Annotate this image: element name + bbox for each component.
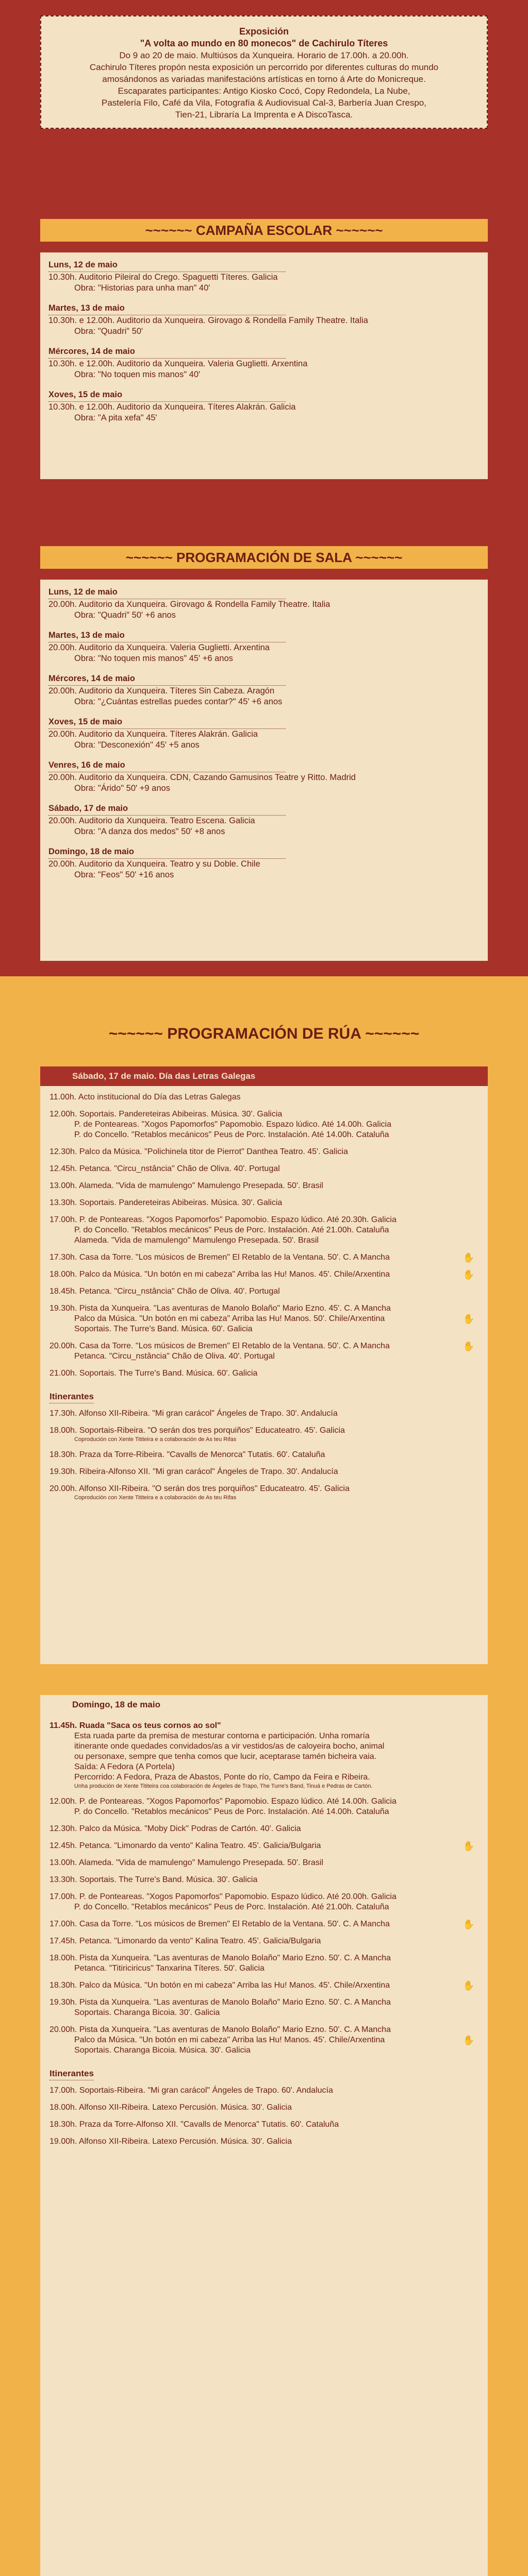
list-item: 12.30h. Palco da Música. "Moby Dick" Podras de Cartón. 40'. Galicia — [50, 1824, 301, 1833]
list-item: 13.00h. Alameda. "Vida de mamulengo" Mamulengo Presepada. 50'. Brasil — [50, 1858, 323, 1867]
sala-entry — [48, 630, 480, 664]
list-item: 19.00h. Alfonso XII-Ribeira. Latexo Percusión. Música. 30'. Galicia — [50, 2137, 292, 2146]
expo-line: Do 9 ao 20 de maio. Multiúsos da Xunqueira. Horario de 17.00h. a 20.00h. — [119, 50, 409, 60]
sign-language-icon: ✋ — [463, 1841, 474, 1851]
sunday-itinerant-list — [40, 2069, 488, 2160]
list-item: Soportais. Charanga Bicoia. 30'. Galicia — [74, 2008, 220, 2017]
list-item: P. do Concello. "Retablos mecánicos" Peus de Porc. Instalación. Até 21.00h. Cataluña — [74, 1226, 389, 1234]
sala-title: ~~~~~~ PROGRAMACIÓN DE SALA ~~~~~~ — [40, 546, 488, 569]
list-item: 20.00h. Alfonso XII-Ribeira. "O serán dos tres porquiños" Educateatro. 45'. Galicia Coprodución con Xente Tititeira e a colaboración de As teu Rifas — [50, 1484, 350, 1501]
entry-line: 20.00h. Auditorio da Xunqueira. Títeres Sin Cabeza. Aragón — [48, 686, 275, 696]
list-item: 13.30h. Soportais. Pandereteiras Abibeiras. Música. 30'. Galicia — [50, 1198, 283, 1207]
list-item: P. do Concello. "Retablos mecánicos" Peus de Porc. Instalación. Até 14.00h. Cataluña — [74, 1807, 389, 1816]
list-item: Palco da Música. "Un botón en mi cabeza" Arriba las Hu! Manos. 45'. Chile/Arxentina ✋ — [74, 2035, 474, 2045]
list-item: 19.30h. Pista da Xunqueira. "Las aventuras de Manolo Bolaño" Mario Ezno. 50'. C. A Mancha — [50, 1998, 391, 2007]
entry-day: Xoves, 15 de maio — [48, 717, 286, 729]
sign-language-icon: ✋ — [463, 1980, 474, 1991]
list-item: 13.30h. Soportais. The Turre's Band. Música. 30'. Galicia — [50, 1875, 258, 1884]
entry-day: Domingo, 18 de maio — [48, 846, 286, 859]
campana-entry — [48, 389, 480, 423]
sign-language-icon: ✋ — [463, 2035, 474, 2045]
entry-line: 20.00h. Auditorio da Xunqueira. Teatro Escena. Galicia — [48, 816, 255, 825]
campana-panel — [40, 252, 488, 479]
list-item: P. do Concello. "Retablos mecánicos" Peus de Porc. Instalación. Até 14.00h. Cataluña — [74, 1130, 389, 1139]
entry-work: Obra: "¿Cuántas estrellas puedes contar?" 45' +6 anos — [74, 697, 283, 706]
list-item: 12.30h. Palco da Música. "Polichinela titor de Pierrot" Danthea Teatro. 45'. Galicia — [50, 1147, 348, 1156]
sala-panel — [40, 580, 488, 961]
list-item: 11.45h. Ruada "Saca os teus cornos ao sol" Esta ruada parte da premisa de mesturar contorna e participación. Unha romaría itinerante onde quedades convidados/as a vir vestidos/as de caloyeira bocho, animal ou personaxe, sempre que tenha comos que lucir, aceptarase tamén bicheira vaia. Saída: A Fedora (A Portela) Percorrido: A Fedora, Praza de Abastos, Ponte do río, Campo da Feira e Ribeira. Unha produción de Xente Tititeira coa colaboración de Ángeles de Trapo, The Turre's Band, Tinuá e Pedras de Cartón. — [50, 1721, 385, 1789]
expo-line: Cachirulo Títeres propón nesta exposición un percorrido por diferentes culturas do mundo — [89, 62, 439, 72]
entry-work: Obra: "A pita xefa" 45' — [74, 413, 157, 422]
itinerantes-label: Itinerantes — [50, 1392, 94, 1403]
entry-day: Luns, 12 de maio — [48, 587, 286, 599]
sign-language-icon: ✋ — [463, 1269, 474, 1280]
entry-line: 10.30h. Auditorio Pileiral do Crego. Spaguetti Títeres. Galicia — [48, 273, 278, 282]
list-item: 12.45h. Petanca. "Limonardo da vento" Kalina Teatro. 45'. Galicia/Bulgaria ✋ — [50, 1841, 474, 1851]
list-item: 18.00h. Pista da Xunqueira. "Las aventuras de Manolo Bolaño" Mario Ezno. 50'. C. A Mancha — [50, 1954, 391, 1962]
list-item: 18.30h. Palco da Música. "Un botón en mi cabeza" Arriba las Hu! Manos. 45'. Chile/Arxentina ✋ — [50, 1980, 474, 1991]
list-item: 20.00h. Pista da Xunqueira. "Las aventuras de Manolo Bolaño" Mario Ezno. 50'. C. A Mancha — [50, 2025, 391, 2034]
list-item: 18.00h. Palco da Música. "Un botón en mi cabeza" Arriba las Hu! Manos. 45'. Chile/Arxentina ✋ — [50, 1269, 474, 1280]
list-item: 18.30h. Praza da Torre-Alfonso XII. "Cavalls de Menorca" Tutatis. 60'. Cataluña — [50, 2120, 339, 2129]
campana-entry — [48, 303, 480, 337]
sala-entry — [48, 587, 480, 621]
list-item: 17.00h. P. de Ponteareas. "Xogos Papomorfos" Papomobio. Espazo lúdico. Até 20.30h. Galicia — [50, 1215, 397, 1224]
entry-line: 20.00h. Auditorio da Xunqueira. Valeria Guglietti. Arxentina — [48, 643, 270, 652]
expo-title: Exposición — [239, 26, 289, 37]
list-item: 19.30h. Pista da Xunqueira. "Las aventuras de Manolo Bolaño" Mario Ezno. 45'. C. A Mancha — [50, 1304, 391, 1313]
entry-line: 20.00h. Auditorio da Xunqueira. Títeres Alakrán. Galicia — [48, 730, 258, 739]
list-item: 17.00h. P. de Ponteareas. "Xogos Papomorfos" Papomobio. Espazo lúdico. Até 20.00h. Galicia — [50, 1892, 397, 1901]
list-item: 19.30h. Ribeira-Alfonso XII. "Mi gran carácol" Ángeles de Trapo. 30'. Andalucía — [50, 1467, 338, 1476]
itinerantes-label: Itinerantes — [50, 2069, 94, 2080]
list-item: 17.30h. Casa da Torre. "Los músicos de Bremen" El Retablo de la Ventana. 50'. C. A Mancha ✋ — [50, 1252, 474, 1263]
entry-work: Obra: "No toquen mis manos" 45' +6 anos — [74, 654, 233, 663]
expo-line: amosándonos as variadas manifestacións artísticas en torno á Arte do Monicreque. — [102, 74, 426, 84]
list-item: 17.00h. Soportais-Ribeira. "Mi gran carácol" Ángeles de Trapo. 60'. Andalucía — [50, 2086, 333, 2095]
entry-line: 20.00h. Auditorio da Xunqueira. Girovago & Rondella Family Theatre. Italia — [48, 600, 331, 609]
list-item: 12.00h. P. de Ponteareas. "Xogos Papomorfos" Papomobio. Espazo lúdico. Até 14.00h. Galicia — [50, 1797, 397, 1806]
sign-language-icon: ✋ — [463, 1919, 474, 1929]
list-item: 12.00h. Soportais. Pandereteiras Abibeiras. Música. 30'. Galicia — [50, 1110, 283, 1118]
sign-language-icon: ✋ — [463, 1252, 474, 1263]
sala-entry — [48, 803, 480, 837]
sunday-list — [40, 1715, 488, 2069]
list-item: Petanca. "Titiriciricus" Tanxarina Títeres. 50'. Galicia — [74, 1964, 265, 1973]
sala-entry — [48, 673, 480, 707]
entry-line: 10.30h. e 12.00h. Auditorio da Xunqueira. Valeria Guglietti. Arxentina — [48, 359, 308, 368]
entry-work: Obra: "Quadri" 50' — [74, 327, 143, 336]
entry-work: Obra: "No toquen mis manos" 40' — [74, 370, 201, 379]
entry-day: Luns, 12 de maio — [48, 260, 286, 272]
expo-subtitle: "A volta ao mundo en 80 monecos" de Cachirulo Títeres — [140, 38, 388, 48]
expo-line: Pastelería Filo, Café da Vila, Fotografía & Audiovisual Cal-3, Barbería Juan Crespo, — [102, 98, 426, 108]
campana-title: ~~~~~~ CAMPAÑA ESCOLAR ~~~~~~ — [40, 219, 488, 242]
sunday-header: Domingo, 18 de maio — [40, 1695, 488, 1715]
list-item: 18.00h. Alfonso XII-Ribeira. Latexo Percusión. Música. 30'. Galicia — [50, 2103, 292, 2112]
rua-saturday-panel — [40, 1066, 488, 1664]
list-item: Alameda. "Vida de mamulengo" Mamulengo Presepada. 50'. Brasil — [74, 1236, 319, 1245]
entry-line: 10.30h. e 12.00h. Auditorio da Xunqueira. Títeres Alakrán. Galicia — [48, 402, 296, 412]
list-item: Petanca. "Circu_nstância" Chão de Oliva. 40'. Portugal — [74, 1352, 275, 1361]
entry-work: Obra: "Árido" 50' +9 anos — [74, 784, 170, 793]
saturday-itinerant-list — [40, 1392, 488, 1514]
entry-work: Obra: "Historias para unha man" 40' — [74, 283, 210, 293]
entry-line: 10.30h. e 12.00h. Auditorio da Xunqueira. Girovago & Rondella Family Theatre. Italia — [48, 316, 368, 325]
entry-work: Obra: "Quadri" 50' +6 anos — [74, 611, 176, 620]
list-item: 18.45h. Petanca. "Circu_nstância" Chão de Oliva. 40'. Portugal — [50, 1287, 280, 1296]
expo-line: Escaparates participantes: Antigo Kiosko Cocó, Copy Redondela, La Nube, — [118, 86, 410, 96]
list-item: 17.30h. Alfonso XII-Ribeira. "Mi gran carácol" Ángeles de Trapo. 30'. Andalucía — [50, 1409, 338, 1418]
list-item: Soportais. Charanga Bicoia. Música. 30'. Galicia — [74, 2046, 251, 2055]
sala-entry — [48, 717, 480, 751]
entry-line: 20.00h. Auditorio da Xunqueira. Teatro y su Doble. Chile — [48, 859, 260, 869]
sala-entry — [48, 846, 480, 880]
campana-entry — [48, 346, 480, 380]
entry-day: Mércores, 14 de maio — [48, 346, 286, 359]
list-item: 12.45h. Petanca. "Circu_nstância" Chão de Oliva. 40'. Portugal — [50, 1164, 280, 1173]
rua-title: ~~~~~~ PROGRAMACIÓN DE RÚA ~~~~~~ — [108, 1025, 420, 1042]
entry-work: Obra: "A danza dos medos" 50' +8 anos — [74, 827, 225, 836]
sign-language-icon: ✋ — [463, 1314, 474, 1324]
expo-line: Tien-21, Libraría La Imprenta e A DiscoTasca. — [175, 110, 353, 120]
entry-day: Sábado, 17 de maio — [48, 803, 286, 816]
entry-day: Venres, 16 de maio — [48, 760, 286, 772]
campana-entry — [48, 260, 480, 294]
saturday-list — [40, 1086, 488, 1392]
list-item: 13.00h. Alameda. "Vida de mamulengo" Mamulengo Presepada. 50'. Brasil — [50, 1181, 323, 1190]
entry-work: Obra: "Feos" 50' +16 anos — [74, 870, 174, 879]
entry-day: Martes, 13 de maio — [48, 630, 286, 642]
list-item: 18.30h. Praza da Torre-Ribeira. "Cavalls de Menorca" Tutatis. 60'. Cataluña — [50, 1450, 325, 1459]
entry-day: Mércores, 14 de maio — [48, 673, 286, 686]
sign-language-icon: ✋ — [463, 1341, 474, 1351]
saturday-header: Sábado, 17 de maio. Día das Letras Galegas — [40, 1066, 488, 1086]
list-item: 18.00h. Soportais-Ribeira. "O serán dos tres porquiños" Educateatro. 45'. Galicia Coprodución con Xente Tititeira e a colaboración de As teu Rifas — [50, 1426, 345, 1443]
expo-box — [40, 15, 488, 129]
entry-work: Obra: "Desconexión" 45' +5 anos — [74, 740, 200, 750]
sala-entry — [48, 760, 480, 794]
rua-sunday-panel — [40, 1695, 488, 2576]
list-item: 11.00h. Acto institucional do Día das Letras Galegas — [50, 1093, 241, 1101]
list-item: 21.00h. Soportais. The Turre's Band. Música. 60'. Galicia — [50, 1369, 258, 1378]
list-item: 20.00h. Casa da Torre. "Los músicos de Bremen" El Retablo de la Ventana. 50'. C. A Mancha ✋ — [50, 1341, 474, 1351]
list-item: Palco da Música. "Un botón en mi cabeza" Arriba las Hu! Manos. 50'. Chile/Arxentina ✋ — [74, 1314, 474, 1324]
entry-day: Martes, 13 de maio — [48, 303, 286, 315]
entry-day: Xoves, 15 de maio — [48, 389, 286, 402]
list-item: P. do Concello. "Retablos mecánicos" Peus de Porc. Instalación. Até 21.00h. Cataluña — [74, 1903, 389, 1911]
list-item: Soportais. The Turre's Band. Música. 60'. Galicia — [74, 1325, 253, 1333]
entry-line: 20.00h. Auditorio da Xunqueira. CDN, Cazando Gamusinos Teatre y Ritto. Madrid — [48, 773, 356, 782]
list-item: 17.00h. Casa da Torre. "Los músicos de Bremen" El Retablo de la Ventana. 50'. C. A Mancha ✋ — [50, 1919, 474, 1929]
list-item: P. de Ponteareas. "Xogos Papomorfos" Papomobio. Espazo lúdico. Até 14.00h. Galicia — [74, 1120, 392, 1129]
list-item: 17.45h. Petanca. "Limonardo da vento" Kalina Teatro. 45'. Galicia/Bulgaria — [50, 1937, 321, 1945]
